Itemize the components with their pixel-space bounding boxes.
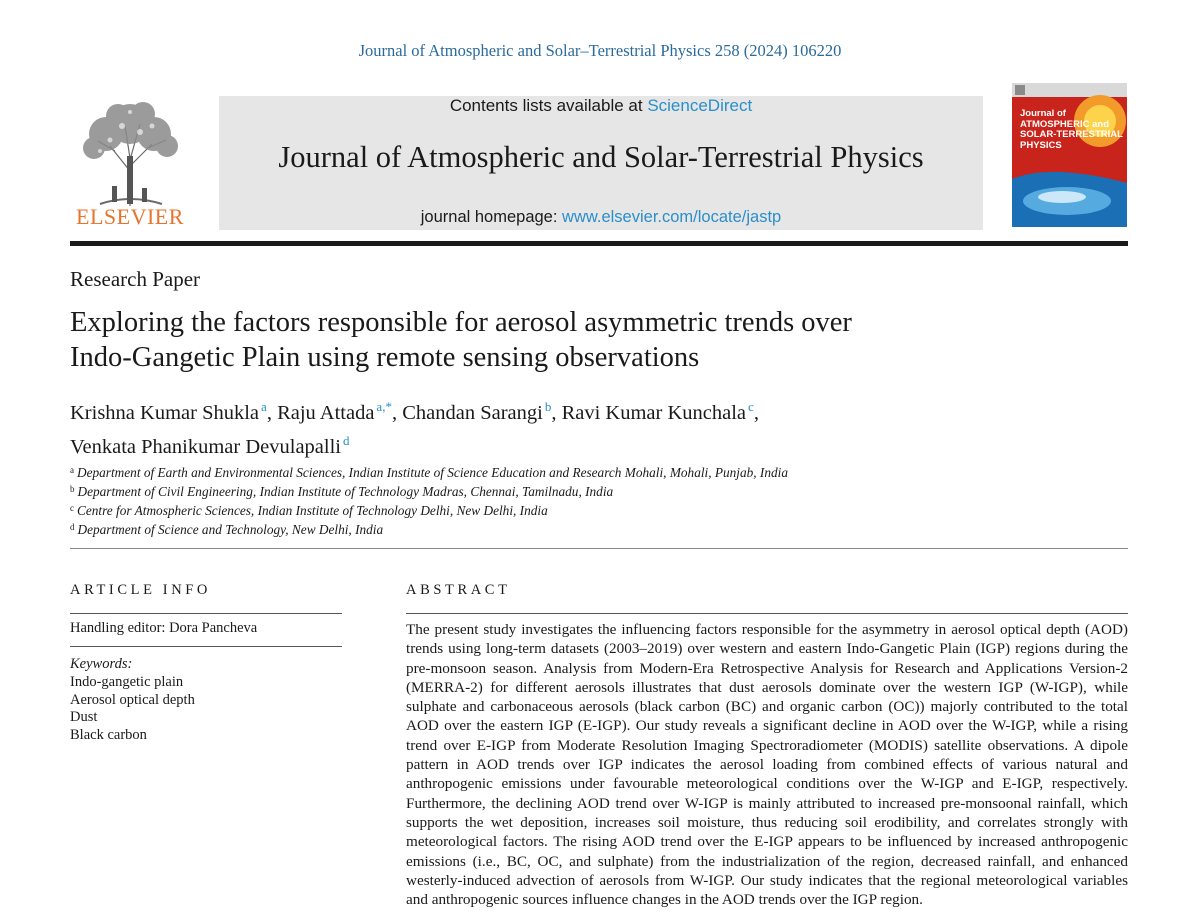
contents-prefix: Contents lists available at [449, 96, 648, 115]
author-list [70, 393, 1120, 461]
handling-editor: Handling editor: Dora Pancheva [70, 620, 258, 636]
author-affiliation-link[interactable]: a,* [376, 399, 392, 414]
cover-art-icon [1012, 83, 1127, 227]
homepage-link[interactable]: www.elsevier.com/locate/jastp [562, 208, 782, 226]
article-info-heading: ARTICLE INFO [70, 582, 212, 598]
author-line-2 [70, 427, 1120, 461]
title-line-1: Exploring the factors responsible for aerosol asymmetric trends over [70, 307, 852, 338]
keyword-item[interactable]: Dust [70, 709, 98, 726]
affiliation-label: b [70, 484, 75, 494]
cover-line-1: Journal of [1020, 108, 1066, 119]
author-affiliation-link[interactable]: b [544, 399, 552, 414]
keyword-item[interactable]: Indo-gangetic plain [70, 674, 184, 690]
cover-title [1020, 109, 1123, 151]
keywords-label: Keywords: [70, 656, 133, 672]
homepage-prefix: journal homepage: [420, 208, 563, 226]
affiliation-text: Department of Science and Technology, New Delhi, India [77, 522, 384, 537]
publisher-name: ELSEVIER [76, 204, 184, 229]
author-name[interactable]: Chandan Sarangi [402, 402, 543, 424]
affiliation-item [70, 519, 1120, 538]
author-affiliation-link[interactable]: d [342, 433, 350, 448]
article-info-rule [70, 613, 342, 614]
author-name[interactable]: Ravi Kumar Kunchala [561, 402, 747, 424]
affiliation-item [70, 500, 1120, 519]
affiliation-text: Department of Civil Engineering, Indian Institute of Technology Madras, Chennai, Tamilnadu, India [77, 484, 614, 499]
editor-rule [70, 646, 342, 647]
section-divider [70, 548, 1128, 549]
contents-line [219, 96, 983, 116]
journal-cover[interactable] [1012, 83, 1127, 227]
header-divider [70, 241, 1128, 246]
author-name[interactable]: Venkata Phanikumar Devulapalli [70, 436, 341, 458]
sciencedirect-link[interactable]: ScienceDirect [647, 96, 753, 115]
author-name[interactable]: Raju Attada [277, 402, 375, 424]
citation-link[interactable]: Journal of Atmospheric and Solar–Terrestrial Physics 258 (2024) 106220 [358, 41, 842, 60]
journal-banner [219, 96, 983, 230]
affiliation-label: a [70, 465, 74, 475]
affiliation-label: c [70, 503, 74, 513]
keyword-item[interactable]: Aerosol optical depth [70, 691, 195, 708]
cover-line-3: SOLAR-TERRESTRIAL [1020, 129, 1123, 140]
cover-line-4: PHYSICS [1020, 139, 1062, 151]
author-line-1: Krishna Kumar Shukla $^a$, Raju Attada $^{a,*}$, Chandan Sarangi $^b$, Ravi Kumar Kunchala $^c$, [70, 399, 759, 424]
keyword-list [70, 674, 195, 744]
journal-title: Journal of Atmospheric and Solar-Terrestrial Physics [278, 140, 924, 174]
affiliation-list [70, 462, 1120, 538]
affiliation-text: Department of Earth and Environmental Sciences, Indian Institute of Science Education and Research Mohali, Mohali, Punjab, India [77, 465, 788, 480]
article-type: Research Paper [70, 267, 201, 291]
abstract-rule [406, 613, 1128, 614]
cover-line-2: ATMOSPHERIC and [1020, 118, 1110, 130]
abstract-body: The present study investigates the influencing factors responsible for the asymmetry in aerosol optical depth (AOD) trends using long-term datasets (2003–2019) over western and eastern Indo-Gangetic Plain (IGP) regions during the pre-monsoon season. Analysis from Modern-Era Retrospective Analysis for Research and Applications Version-2 (MERRA-2) for different aerosols illustrates that dust aerosols dominate over the western IGP (W-IGP), while sulphate and carbonaceous aerosols (black carbon (BC) and organic carbon (OC)) majorly contributed to the total AOD over the eastern IGP (E-IGP). Our study reveals a significant decline in AOD over the W-IGP, while a rising trend over E-IGP from Moderate Resolution Imaging Spectroradiometer (MODIS) satellite observations. A dipole pattern in AOD trends over IGP indicates the aerosol loading from combined effects of various natural and anthropogenic emissions under favourable meteorological conditions over the W-IGP and E-IGP, respectively. Furthermore, the declining AOD trend over W-IGP is mainly attributed to increased pre-monsoonal rainfall, which supports the wet deposition, increases soil moisture, thus reducing soil erodibility, and correlates strongly with meteorological factors. The rising AOD trend over the E-IGP appears to be influenced by increased anthropogenic emissions (i.e., BC, OC, and sulphate) from the industrialization of the region, decreased rainfall, and enhanced westerly-induced advection of aerosols from W-IGP. Our study indicates that the regional meteorological variables and anthropogenic sources influence changes in the AOD trends over the IGP region. [406, 621, 1128, 909]
title-line-2: Indo-Gangetic Plain using remote sensing observations [70, 342, 700, 373]
affiliation-item [70, 462, 1120, 481]
article-title [70, 305, 1070, 375]
tree-logo-icon [70, 96, 190, 208]
affiliation-label: d [70, 522, 75, 532]
elsevier-logo[interactable] [70, 96, 190, 230]
author-affiliation-link[interactable]: c [748, 399, 754, 414]
keyword-item[interactable]: Black carbon [70, 726, 147, 743]
homepage-line [219, 208, 983, 227]
affiliation-item [70, 481, 1120, 500]
author-affiliation-link[interactable]: a [261, 399, 267, 414]
author-name[interactable]: Krishna Kumar Shukla [70, 402, 260, 424]
affiliation-text: Centre for Atmospheric Sciences, Indian Institute of Technology Delhi, New Delhi, India [77, 503, 548, 518]
abstract-heading: ABSTRACT [406, 582, 511, 598]
